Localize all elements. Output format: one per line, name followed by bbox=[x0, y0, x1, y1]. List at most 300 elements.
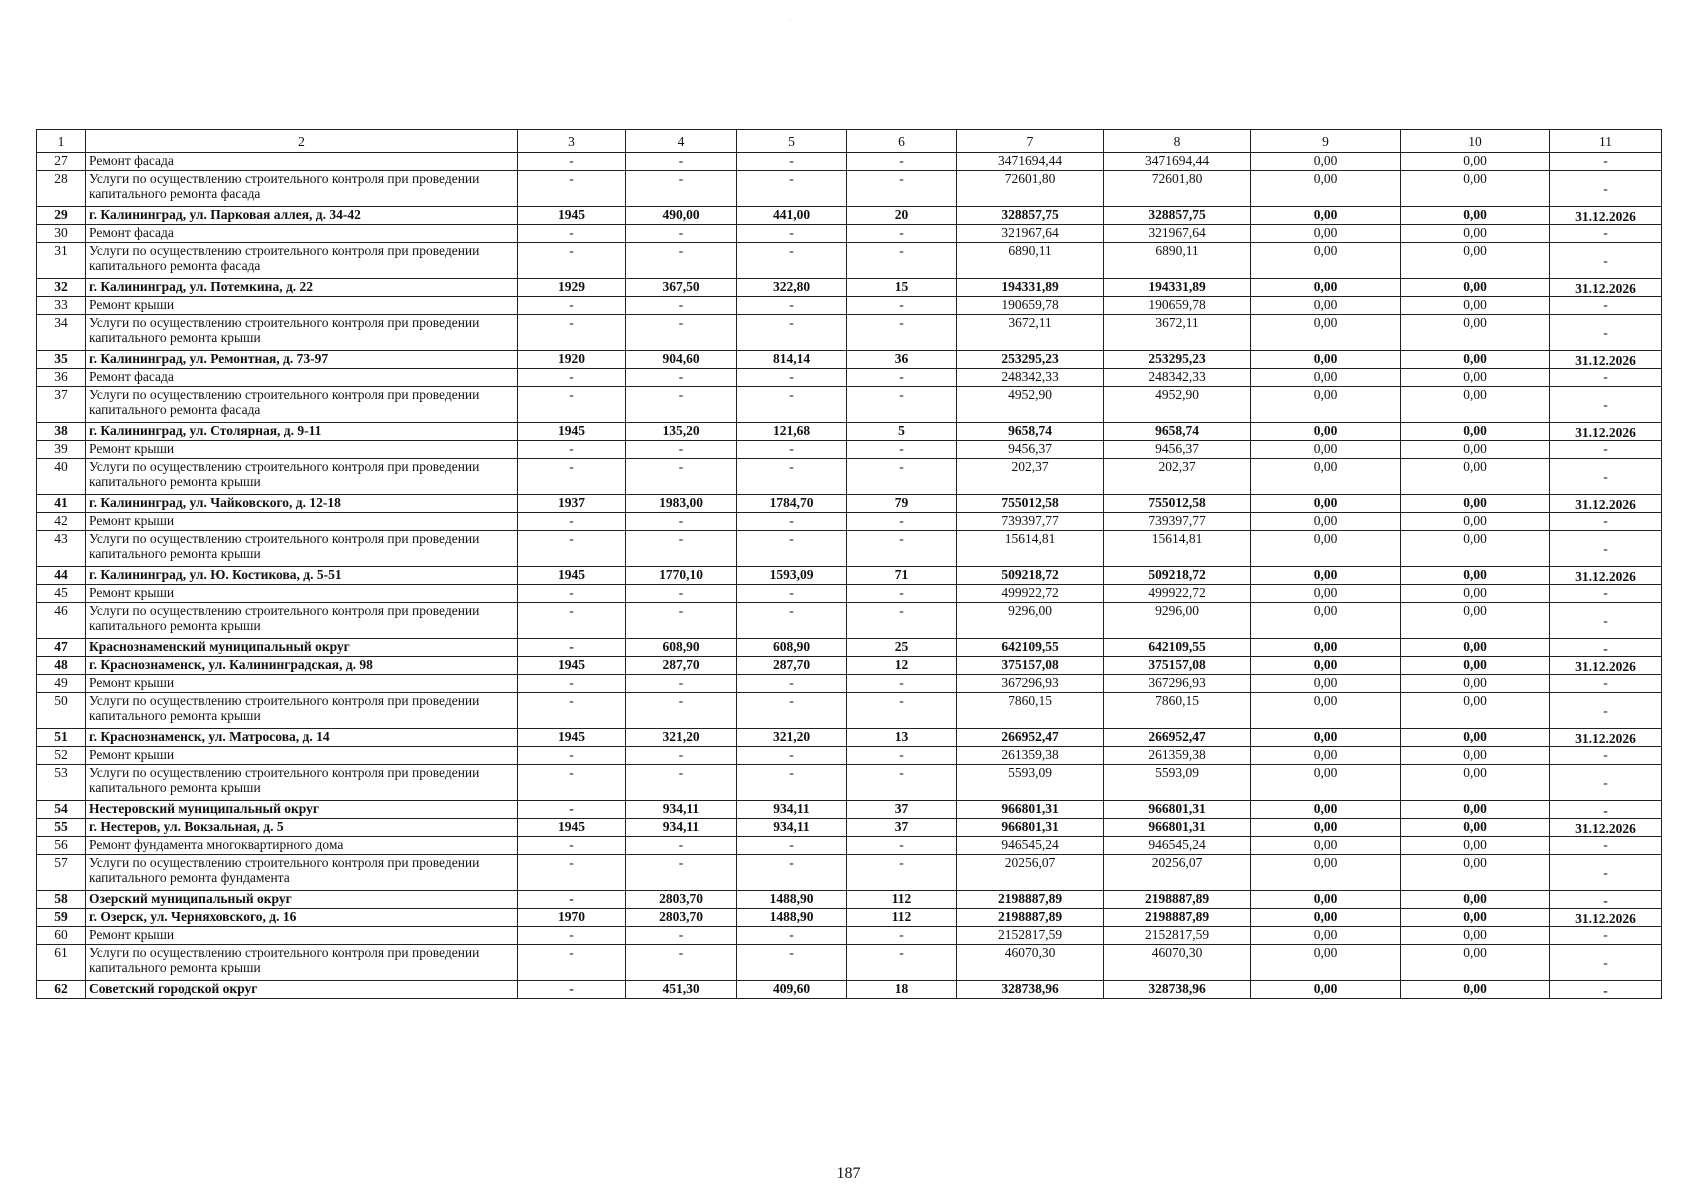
col6-count-cell: - bbox=[847, 747, 957, 765]
table-row bbox=[37, 351, 1662, 369]
year-cell: 1937 bbox=[518, 495, 626, 513]
deadline-cell: - bbox=[1550, 531, 1662, 567]
table-row bbox=[37, 225, 1662, 243]
col9-amount-cell: 0,00 bbox=[1251, 585, 1401, 603]
col10-amount-cell: 0,00 bbox=[1401, 945, 1550, 981]
col8-amount-cell: 375157,08 bbox=[1104, 657, 1251, 675]
col9-amount-cell: 0,00 bbox=[1251, 909, 1401, 927]
deadline-cell: - bbox=[1550, 639, 1662, 657]
col10-amount-cell: 0,00 bbox=[1401, 675, 1550, 693]
col10-amount-cell: 0,00 bbox=[1401, 351, 1550, 369]
deadline-cell: - bbox=[1550, 801, 1662, 819]
year-cell: - bbox=[518, 297, 626, 315]
row-number-cell: 51 bbox=[37, 729, 86, 747]
year-cell: - bbox=[518, 639, 626, 657]
table-row bbox=[37, 495, 1662, 513]
col7-amount-cell: 5593,09 bbox=[957, 765, 1104, 801]
column-header-1: 1 bbox=[37, 130, 86, 153]
col10-amount-cell: 0,00 bbox=[1401, 891, 1550, 909]
col10-amount-cell: 0,00 bbox=[1401, 909, 1550, 927]
col4-area-cell: - bbox=[626, 837, 737, 855]
col9-amount-cell: 0,00 bbox=[1251, 207, 1401, 225]
year-cell: 1970 bbox=[518, 909, 626, 927]
table-row bbox=[37, 747, 1662, 765]
col6-count-cell: - bbox=[847, 225, 957, 243]
col8-amount-cell: 755012,58 bbox=[1104, 495, 1251, 513]
col5-area-cell: 287,70 bbox=[737, 657, 847, 675]
col7-amount-cell: 2198887,89 bbox=[957, 909, 1104, 927]
col5-area-cell: 814,14 bbox=[737, 351, 847, 369]
table-row bbox=[37, 207, 1662, 225]
col5-area-cell: - bbox=[737, 765, 847, 801]
table-body bbox=[37, 153, 1662, 999]
col6-count-cell: - bbox=[847, 603, 957, 639]
description-cell: Нестеровский муниципальный округ bbox=[86, 801, 518, 819]
col5-area-cell: 409,60 bbox=[737, 981, 847, 999]
table-row bbox=[37, 171, 1662, 207]
deadline-cell: - bbox=[1550, 315, 1662, 351]
table-row bbox=[37, 765, 1662, 801]
col9-amount-cell: 0,00 bbox=[1251, 927, 1401, 945]
col8-amount-cell: 2198887,89 bbox=[1104, 891, 1251, 909]
col7-amount-cell: 328738,96 bbox=[957, 981, 1104, 999]
year-cell: - bbox=[518, 315, 626, 351]
description-cell: Услуги по осуществлению строительного контроля при проведении капитального ремонта крыши bbox=[86, 693, 518, 729]
table-row bbox=[37, 243, 1662, 279]
row-number-cell: 48 bbox=[37, 657, 86, 675]
row-number-cell: 36 bbox=[37, 369, 86, 387]
col6-count-cell: - bbox=[847, 315, 957, 351]
table-row bbox=[37, 585, 1662, 603]
col6-count-cell: - bbox=[847, 693, 957, 729]
description-cell: Озерский муниципальный округ bbox=[86, 891, 518, 909]
col5-area-cell: - bbox=[737, 459, 847, 495]
description-cell: Ремонт фасада bbox=[86, 153, 518, 171]
deadline-cell: - bbox=[1550, 855, 1662, 891]
year-cell: - bbox=[518, 891, 626, 909]
col10-amount-cell: 0,00 bbox=[1401, 747, 1550, 765]
col10-amount-cell: 0,00 bbox=[1401, 315, 1550, 351]
col8-amount-cell: 6890,11 bbox=[1104, 243, 1251, 279]
table-row bbox=[37, 153, 1662, 171]
year-cell: 1945 bbox=[518, 819, 626, 837]
deadline-cell: 31.12.2026 bbox=[1550, 279, 1662, 297]
col9-amount-cell: 0,00 bbox=[1251, 441, 1401, 459]
year-cell: - bbox=[518, 369, 626, 387]
description-cell: Услуги по осуществлению строительного контроля при проведении капитального ремонта фасада bbox=[86, 171, 518, 207]
row-number-cell: 42 bbox=[37, 513, 86, 531]
deadline-cell: - bbox=[1550, 837, 1662, 855]
col9-amount-cell: 0,00 bbox=[1251, 315, 1401, 351]
year-cell: 1920 bbox=[518, 351, 626, 369]
column-header-10: 10 bbox=[1401, 130, 1550, 153]
description-cell: г. Калининград, ул. Потемкина, д. 22 bbox=[86, 279, 518, 297]
col4-area-cell: 321,20 bbox=[626, 729, 737, 747]
col8-amount-cell: 9296,00 bbox=[1104, 603, 1251, 639]
deadline-cell: - bbox=[1550, 585, 1662, 603]
col10-amount-cell: 0,00 bbox=[1401, 297, 1550, 315]
col9-amount-cell: 0,00 bbox=[1251, 243, 1401, 279]
table-row bbox=[37, 819, 1662, 837]
col10-amount-cell: 0,00 bbox=[1401, 243, 1550, 279]
col8-amount-cell: 367296,93 bbox=[1104, 675, 1251, 693]
col7-amount-cell: 367296,93 bbox=[957, 675, 1104, 693]
col10-amount-cell: 0,00 bbox=[1401, 819, 1550, 837]
col9-amount-cell: 0,00 bbox=[1251, 981, 1401, 999]
row-number-cell: 62 bbox=[37, 981, 86, 999]
col6-count-cell: - bbox=[847, 387, 957, 423]
description-cell: Ремонт крыши bbox=[86, 297, 518, 315]
col5-area-cell: 1593,09 bbox=[737, 567, 847, 585]
col9-amount-cell: 0,00 bbox=[1251, 729, 1401, 747]
col7-amount-cell: 755012,58 bbox=[957, 495, 1104, 513]
col7-amount-cell: 642109,55 bbox=[957, 639, 1104, 657]
year-cell: - bbox=[518, 513, 626, 531]
col5-area-cell: - bbox=[737, 153, 847, 171]
description-cell: г. Нестеров, ул. Вокзальная, д. 5 bbox=[86, 819, 518, 837]
col4-area-cell: - bbox=[626, 153, 737, 171]
row-number-cell: 40 bbox=[37, 459, 86, 495]
col5-area-cell: 608,90 bbox=[737, 639, 847, 657]
col6-count-cell: - bbox=[847, 297, 957, 315]
description-cell: Ремонт крыши bbox=[86, 585, 518, 603]
row-number-cell: 49 bbox=[37, 675, 86, 693]
col10-amount-cell: 0,00 bbox=[1401, 693, 1550, 729]
deadline-cell: - bbox=[1550, 171, 1662, 207]
col5-area-cell: - bbox=[737, 585, 847, 603]
deadline-cell: - bbox=[1550, 945, 1662, 981]
col8-amount-cell: 4952,90 bbox=[1104, 387, 1251, 423]
col6-count-cell: - bbox=[847, 369, 957, 387]
col7-amount-cell: 6890,11 bbox=[957, 243, 1104, 279]
row-number-cell: 33 bbox=[37, 297, 86, 315]
col9-amount-cell: 0,00 bbox=[1251, 855, 1401, 891]
description-cell: г. Калининград, ул. Ю. Костикова, д. 5-51 bbox=[86, 567, 518, 585]
table-row bbox=[37, 369, 1662, 387]
col6-count-cell: - bbox=[847, 855, 957, 891]
table-row bbox=[37, 387, 1662, 423]
col9-amount-cell: 0,00 bbox=[1251, 765, 1401, 801]
deadline-cell: 31.12.2026 bbox=[1550, 207, 1662, 225]
col7-amount-cell: 15614,81 bbox=[957, 531, 1104, 567]
col4-area-cell: 904,60 bbox=[626, 351, 737, 369]
col8-amount-cell: 328857,75 bbox=[1104, 207, 1251, 225]
col4-area-cell: 135,20 bbox=[626, 423, 737, 441]
col8-amount-cell: 253295,23 bbox=[1104, 351, 1251, 369]
deadline-cell: - bbox=[1550, 297, 1662, 315]
table-row bbox=[37, 603, 1662, 639]
description-cell: Советский городской округ bbox=[86, 981, 518, 999]
col10-amount-cell: 0,00 bbox=[1401, 855, 1550, 891]
capital-repair-table bbox=[36, 129, 1662, 999]
col6-count-cell: 13 bbox=[847, 729, 957, 747]
col4-area-cell: - bbox=[626, 927, 737, 945]
col10-amount-cell: 0,00 bbox=[1401, 387, 1550, 423]
col8-amount-cell: 946545,24 bbox=[1104, 837, 1251, 855]
col6-count-cell: - bbox=[847, 243, 957, 279]
year-cell: 1929 bbox=[518, 279, 626, 297]
col8-amount-cell: 3672,11 bbox=[1104, 315, 1251, 351]
col6-count-cell: 5 bbox=[847, 423, 957, 441]
table-row bbox=[37, 657, 1662, 675]
row-number-cell: 52 bbox=[37, 747, 86, 765]
col4-area-cell: 934,11 bbox=[626, 801, 737, 819]
year-cell: - bbox=[518, 441, 626, 459]
description-cell: Ремонт крыши bbox=[86, 747, 518, 765]
table-row bbox=[37, 441, 1662, 459]
col6-count-cell: 20 bbox=[847, 207, 957, 225]
col7-amount-cell: 266952,47 bbox=[957, 729, 1104, 747]
column-header-2: 2 bbox=[86, 130, 518, 153]
col10-amount-cell: 0,00 bbox=[1401, 459, 1550, 495]
description-cell: Услуги по осуществлению строительного контроля при проведении капитального ремонта крыши bbox=[86, 603, 518, 639]
col5-area-cell: - bbox=[737, 171, 847, 207]
col7-amount-cell: 7860,15 bbox=[957, 693, 1104, 729]
description-cell: Услуги по осуществлению строительного контроля при проведении капитального ремонта крыши bbox=[86, 531, 518, 567]
year-cell: - bbox=[518, 531, 626, 567]
description-cell: Услуги по осуществлению строительного контроля при проведении капитального ремонта крыши bbox=[86, 765, 518, 801]
col8-amount-cell: 15614,81 bbox=[1104, 531, 1251, 567]
col8-amount-cell: 266952,47 bbox=[1104, 729, 1251, 747]
col5-area-cell: - bbox=[737, 855, 847, 891]
deadline-cell: 31.12.2026 bbox=[1550, 567, 1662, 585]
col6-count-cell: - bbox=[847, 945, 957, 981]
col9-amount-cell: 0,00 bbox=[1251, 513, 1401, 531]
deadline-cell: 31.12.2026 bbox=[1550, 909, 1662, 927]
column-header-6: 6 bbox=[847, 130, 957, 153]
col6-count-cell: 37 bbox=[847, 801, 957, 819]
row-number-cell: 47 bbox=[37, 639, 86, 657]
col9-amount-cell: 0,00 bbox=[1251, 837, 1401, 855]
table-row bbox=[37, 693, 1662, 729]
col9-amount-cell: 0,00 bbox=[1251, 495, 1401, 513]
description-cell: г. Калининград, ул. Столярная, д. 9-11 bbox=[86, 423, 518, 441]
table-row bbox=[37, 513, 1662, 531]
col10-amount-cell: 0,00 bbox=[1401, 441, 1550, 459]
col7-amount-cell: 4952,90 bbox=[957, 387, 1104, 423]
row-number-cell: 30 bbox=[37, 225, 86, 243]
col7-amount-cell: 966801,31 bbox=[957, 801, 1104, 819]
row-number-cell: 39 bbox=[37, 441, 86, 459]
row-number-cell: 54 bbox=[37, 801, 86, 819]
col4-area-cell: - bbox=[626, 747, 737, 765]
description-cell: Ремонт фасада bbox=[86, 369, 518, 387]
col4-area-cell: - bbox=[626, 225, 737, 243]
year-cell: - bbox=[518, 855, 626, 891]
col4-area-cell: - bbox=[626, 585, 737, 603]
col10-amount-cell: 0,00 bbox=[1401, 495, 1550, 513]
deadline-cell: 31.12.2026 bbox=[1550, 423, 1662, 441]
col5-area-cell: - bbox=[737, 837, 847, 855]
col4-area-cell: 287,70 bbox=[626, 657, 737, 675]
col8-amount-cell: 499922,72 bbox=[1104, 585, 1251, 603]
col8-amount-cell: 46070,30 bbox=[1104, 945, 1251, 981]
deadline-cell: - bbox=[1550, 153, 1662, 171]
deadline-cell: - bbox=[1550, 225, 1662, 243]
col6-count-cell: 36 bbox=[847, 351, 957, 369]
col4-area-cell: - bbox=[626, 369, 737, 387]
col4-area-cell: - bbox=[626, 765, 737, 801]
col6-count-cell: 25 bbox=[847, 639, 957, 657]
year-cell: - bbox=[518, 459, 626, 495]
col4-area-cell: - bbox=[626, 459, 737, 495]
col5-area-cell: - bbox=[737, 513, 847, 531]
col10-amount-cell: 0,00 bbox=[1401, 639, 1550, 657]
col9-amount-cell: 0,00 bbox=[1251, 531, 1401, 567]
deadline-cell: - bbox=[1550, 603, 1662, 639]
deadline-cell: 31.12.2026 bbox=[1550, 819, 1662, 837]
col7-amount-cell: 248342,33 bbox=[957, 369, 1104, 387]
col8-amount-cell: 328738,96 bbox=[1104, 981, 1251, 999]
col4-area-cell: 367,50 bbox=[626, 279, 737, 297]
deadline-cell: 31.12.2026 bbox=[1550, 351, 1662, 369]
col10-amount-cell: 0,00 bbox=[1401, 369, 1550, 387]
year-cell: - bbox=[518, 927, 626, 945]
row-number-cell: 32 bbox=[37, 279, 86, 297]
col4-area-cell: 1983,00 bbox=[626, 495, 737, 513]
col9-amount-cell: 0,00 bbox=[1251, 279, 1401, 297]
deadline-cell: - bbox=[1550, 675, 1662, 693]
col7-amount-cell: 375157,08 bbox=[957, 657, 1104, 675]
col6-count-cell: - bbox=[847, 171, 957, 207]
row-number-cell: 43 bbox=[37, 531, 86, 567]
description-cell: Ремонт крыши bbox=[86, 675, 518, 693]
deadline-cell: - bbox=[1550, 981, 1662, 999]
col5-area-cell: - bbox=[737, 747, 847, 765]
description-cell: Услуги по осуществлению строительного контроля при проведении капитального ремонта крыши bbox=[86, 315, 518, 351]
col10-amount-cell: 0,00 bbox=[1401, 801, 1550, 819]
row-number-cell: 28 bbox=[37, 171, 86, 207]
col4-area-cell: 451,30 bbox=[626, 981, 737, 999]
col6-count-cell: 15 bbox=[847, 279, 957, 297]
row-number-cell: 58 bbox=[37, 891, 86, 909]
description-cell: г. Калининград, ул. Чайковского, д. 12-18 bbox=[86, 495, 518, 513]
col10-amount-cell: 0,00 bbox=[1401, 531, 1550, 567]
col10-amount-cell: 0,00 bbox=[1401, 513, 1550, 531]
col4-area-cell: 1770,10 bbox=[626, 567, 737, 585]
table-row bbox=[37, 945, 1662, 981]
col9-amount-cell: 0,00 bbox=[1251, 891, 1401, 909]
year-cell: 1945 bbox=[518, 729, 626, 747]
col7-amount-cell: 9658,74 bbox=[957, 423, 1104, 441]
column-header-7: 7 bbox=[957, 130, 1104, 153]
deadline-cell: - bbox=[1550, 927, 1662, 945]
year-cell: - bbox=[518, 585, 626, 603]
col6-count-cell: 112 bbox=[847, 891, 957, 909]
table-row bbox=[37, 567, 1662, 585]
col7-amount-cell: 2152817,59 bbox=[957, 927, 1104, 945]
col4-area-cell: 934,11 bbox=[626, 819, 737, 837]
col8-amount-cell: 321967,64 bbox=[1104, 225, 1251, 243]
row-number-cell: 45 bbox=[37, 585, 86, 603]
col10-amount-cell: 0,00 bbox=[1401, 279, 1550, 297]
col10-amount-cell: 0,00 bbox=[1401, 927, 1550, 945]
row-number-cell: 60 bbox=[37, 927, 86, 945]
column-number-row bbox=[37, 130, 1662, 153]
year-cell: - bbox=[518, 765, 626, 801]
col5-area-cell: - bbox=[737, 927, 847, 945]
col9-amount-cell: 0,00 bbox=[1251, 369, 1401, 387]
deadline-cell: 31.12.2026 bbox=[1550, 729, 1662, 747]
row-number-cell: 57 bbox=[37, 855, 86, 891]
col9-amount-cell: 0,00 bbox=[1251, 171, 1401, 207]
row-number-cell: 46 bbox=[37, 603, 86, 639]
table-row bbox=[37, 801, 1662, 819]
col6-count-cell: - bbox=[847, 531, 957, 567]
col4-area-cell: - bbox=[626, 531, 737, 567]
column-header-3: 3 bbox=[518, 130, 626, 153]
col5-area-cell: - bbox=[737, 441, 847, 459]
col7-amount-cell: 3672,11 bbox=[957, 315, 1104, 351]
table-row bbox=[37, 315, 1662, 351]
deadline-cell: - bbox=[1550, 459, 1662, 495]
table-row bbox=[37, 639, 1662, 657]
year-cell: - bbox=[518, 153, 626, 171]
col8-amount-cell: 194331,89 bbox=[1104, 279, 1251, 297]
col5-area-cell: - bbox=[737, 531, 847, 567]
table-row bbox=[37, 279, 1662, 297]
year-cell: 1945 bbox=[518, 207, 626, 225]
col9-amount-cell: 0,00 bbox=[1251, 351, 1401, 369]
col7-amount-cell: 509218,72 bbox=[957, 567, 1104, 585]
description-cell: г. Краснознаменск, ул. Калининградская, д. 98 bbox=[86, 657, 518, 675]
col4-area-cell: - bbox=[626, 693, 737, 729]
deadline-cell: - bbox=[1550, 387, 1662, 423]
col10-amount-cell: 0,00 bbox=[1401, 837, 1550, 855]
col9-amount-cell: 0,00 bbox=[1251, 945, 1401, 981]
col9-amount-cell: 0,00 bbox=[1251, 459, 1401, 495]
description-cell: Услуги по осуществлению строительного контроля при проведении капитального ремонта фасада bbox=[86, 387, 518, 423]
col10-amount-cell: 0,00 bbox=[1401, 153, 1550, 171]
col5-area-cell: - bbox=[737, 675, 847, 693]
row-number-cell: 59 bbox=[37, 909, 86, 927]
col4-area-cell: 2803,70 bbox=[626, 909, 737, 927]
column-header-11: 11 bbox=[1550, 130, 1662, 153]
description-cell: Услуги по осуществлению строительного контроля при проведении капитального ремонта фундамента bbox=[86, 855, 518, 891]
col8-amount-cell: 248342,33 bbox=[1104, 369, 1251, 387]
deadline-cell: - bbox=[1550, 891, 1662, 909]
col5-area-cell: - bbox=[737, 297, 847, 315]
year-cell: - bbox=[518, 243, 626, 279]
table-row bbox=[37, 423, 1662, 441]
description-cell: Краснознаменский муниципальный округ bbox=[86, 639, 518, 657]
col7-amount-cell: 946545,24 bbox=[957, 837, 1104, 855]
row-number-cell: 31 bbox=[37, 243, 86, 279]
col4-area-cell: - bbox=[626, 171, 737, 207]
col4-area-cell: - bbox=[626, 603, 737, 639]
year-cell: - bbox=[518, 387, 626, 423]
col7-amount-cell: 202,37 bbox=[957, 459, 1104, 495]
description-cell: Ремонт крыши bbox=[86, 513, 518, 531]
col4-area-cell: 608,90 bbox=[626, 639, 737, 657]
deadline-cell: - bbox=[1550, 693, 1662, 729]
year-cell: - bbox=[518, 747, 626, 765]
column-header-9: 9 bbox=[1251, 130, 1401, 153]
col5-area-cell: 934,11 bbox=[737, 801, 847, 819]
description-cell: Услуги по осуществлению строительного контроля при проведении капитального ремонта крыши bbox=[86, 459, 518, 495]
col5-area-cell: 321,20 bbox=[737, 729, 847, 747]
col8-amount-cell: 261359,38 bbox=[1104, 747, 1251, 765]
row-number-cell: 34 bbox=[37, 315, 86, 351]
year-cell: - bbox=[518, 603, 626, 639]
col5-area-cell: 1784,70 bbox=[737, 495, 847, 513]
row-number-cell: 27 bbox=[37, 153, 86, 171]
description-cell: Ремонт фасада bbox=[86, 225, 518, 243]
col10-amount-cell: 0,00 bbox=[1401, 171, 1550, 207]
deadline-cell: - bbox=[1550, 765, 1662, 801]
col8-amount-cell: 739397,77 bbox=[1104, 513, 1251, 531]
col4-area-cell: - bbox=[626, 297, 737, 315]
